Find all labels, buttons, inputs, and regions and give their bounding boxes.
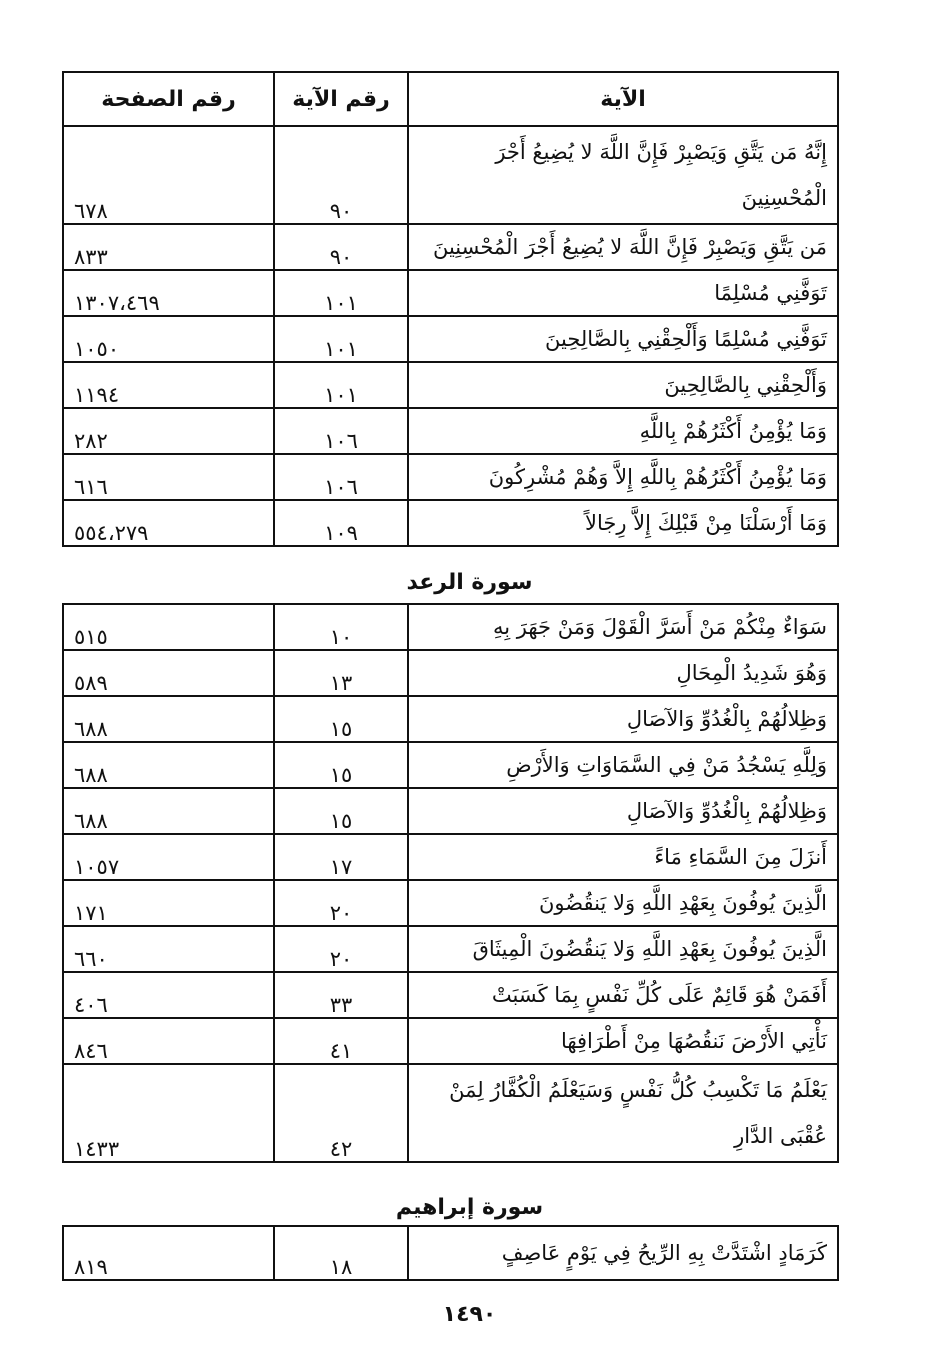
verse-cell: [408, 126, 838, 224]
index-table-1: [62, 71, 839, 547]
page-cell: ٥٨٩: [63, 650, 274, 696]
page-cell: ١٠٥٧: [63, 834, 274, 880]
ayah-cell: ٩٠: [274, 224, 408, 270]
table-row: [63, 650, 838, 696]
ayah-cell: ١٥: [274, 742, 408, 788]
page-cell: ١٤٣٣: [63, 1064, 274, 1162]
verse-cell: تَوَفَّنِي مُسْلِمًا وَأَلْحِقْنِي بِالصَّالِحِينَ: [408, 316, 838, 362]
surah-title-ibrahim: سورة إبراهيم: [395, 1195, 544, 1220]
page-cell: ٦٨٨: [63, 696, 274, 742]
page-cell: ٢٨٢: [63, 408, 274, 454]
table-row: [63, 408, 838, 454]
table-row: [63, 742, 838, 788]
surah-title-raad: سورة الرعد: [406, 570, 533, 595]
table-row: [63, 834, 838, 880]
ayah-cell: ١٠: [274, 604, 408, 650]
table-row: [63, 696, 838, 742]
table-row: [63, 126, 838, 224]
table-row: [63, 880, 838, 926]
ayah-cell: ٤٢: [274, 1064, 408, 1162]
table-header-row: [63, 72, 838, 126]
table-row: [63, 316, 838, 362]
ayah-cell: ١٠١: [274, 316, 408, 362]
ayah-cell: ٩٠: [274, 126, 408, 224]
verse-cell: سَوَاءٌ مِنْكُمْ مَنْ أَسَرَّ الْقَوْلَ وَمَنْ جَهَرَ بِهِ: [408, 604, 838, 650]
verse-cell: وَلِلَّهِ يَسْجُدُ مَنْ فِي السَّمَاوَاتِ وَالأَرْضِ: [408, 742, 838, 788]
table-row: [63, 454, 838, 500]
page-cell: ٤٠٦: [63, 972, 274, 1018]
page-cell: ٦٦٠: [63, 926, 274, 972]
table-row: [63, 500, 838, 546]
page-cell: ١٣٠٧،٤٦٩: [63, 270, 274, 316]
ayah-cell: ١٠١: [274, 362, 408, 408]
table-row: [63, 1064, 838, 1162]
ayah-cell: ١٥: [274, 788, 408, 834]
ayah-cell: ٢٠: [274, 926, 408, 972]
ayah-cell: ١٠٦: [274, 454, 408, 500]
verse-cell: الَّذِينَ يُوفُونَ بِعَهْدِ اللَّهِ وَلا يَنقُضُونَ الْمِيثَاقَ: [408, 926, 838, 972]
ayah-cell: ١٧: [274, 834, 408, 880]
verse-text: إِنَّهُ مَن يَتَّقِ وَيَصْبِرْ فَإِنَّ اللَّهَ لا يُضِيعُ أَجْرَ الْمُحْسِنِينَ: [495, 140, 827, 210]
index-table-3: [62, 1225, 839, 1281]
ayah-cell: ١٠٩: [274, 500, 408, 546]
table-row: [63, 270, 838, 316]
page-cell: ١٧١: [63, 880, 274, 926]
page-cell: ٦١٦: [63, 454, 274, 500]
table-row: [63, 1226, 838, 1280]
ayah-cell: ١٥: [274, 696, 408, 742]
page-cell: ١٠٥٠: [63, 316, 274, 362]
verse-cell: وَمَا أَرْسَلْنَا مِنْ قَبْلِكَ إِلاَّ رِجَالاً: [408, 500, 838, 546]
page-cell: ٨١٩: [63, 1226, 274, 1280]
page-cell: ٥١٥: [63, 604, 274, 650]
table-row: [63, 788, 838, 834]
header-page-number: رقم الصفحة: [63, 72, 274, 126]
ayah-cell: ١٠٦: [274, 408, 408, 454]
verse-cell: [408, 1064, 838, 1162]
header-verse: الآية: [408, 72, 838, 126]
table-row: [63, 224, 838, 270]
verse-cell: أَنزَلَ مِنَ السَّمَاءِ مَاءً: [408, 834, 838, 880]
table-row: [63, 926, 838, 972]
verse-text: يَعْلَمُ مَا تَكْسِبُ كُلُّ نَفْسٍ وَسَيَعْلَمُ الْكُفَّارُ لِمَنْ عُقْبَى الدَّارِ: [449, 1078, 827, 1148]
table-row: [63, 972, 838, 1018]
table-row: [63, 362, 838, 408]
verse-cell: وَمَا يُؤْمِنُ أَكْثَرُهُمْ بِاللَّهِ إِلاَّ وَهُمْ مُشْرِكُونَ: [408, 454, 838, 500]
page-cell: ٥٥٤،٢٧٩: [63, 500, 274, 546]
ayah-cell: ٣٣: [274, 972, 408, 1018]
verse-cell: وَظِلالُهُمْ بِالْغُدُوِّ وَالآصَالِ: [408, 788, 838, 834]
page-cell: ٦٧٨: [63, 126, 274, 224]
table-row: [63, 1018, 838, 1064]
verse-cell: وَظِلالُهُمْ بِالْغُدُوِّ وَالآصَالِ: [408, 696, 838, 742]
verse-cell: تَوَفَّنِي مُسْلِمًا: [408, 270, 838, 316]
verse-cell: نَأْتِي الأَرْضَ نَنقُصُهَا مِنْ أَطْرَافِهَا: [408, 1018, 838, 1064]
page-cell: ٨٤٦: [63, 1018, 274, 1064]
header-ayah-number: رقم الآية: [274, 72, 408, 126]
ayah-cell: ٢٠: [274, 880, 408, 926]
verse-cell: وَمَا يُؤْمِنُ أَكْثَرُهُمْ بِاللَّهِ: [408, 408, 838, 454]
verse-cell: مَن يَتَّقِ وَيَصْبِرْ فَإِنَّ اللَّهَ لا يُضِيعُ أَجْرَ الْمُحْسِنِينَ: [408, 224, 838, 270]
ayah-cell: ١٨: [274, 1226, 408, 1280]
verse-cell: كَرَمَادٍ اشْتَدَّتْ بِهِ الرِّيحُ فِي يَوْمٍ عَاصِفٍ: [408, 1226, 838, 1280]
ayah-cell: ١٠١: [274, 270, 408, 316]
ayah-cell: ١٣: [274, 650, 408, 696]
ayah-cell: ٤١: [274, 1018, 408, 1064]
index-table-2: [62, 603, 839, 1163]
page-number: ١٤٩٠: [442, 1302, 497, 1327]
verse-cell: وَأَلْحِقْنِي بِالصَّالِحِينَ: [408, 362, 838, 408]
verse-cell: أَفَمَنْ هُوَ قَائِمٌ عَلَى كُلِّ نَفْسٍ بِمَا كَسَبَتْ: [408, 972, 838, 1018]
table-row: [63, 604, 838, 650]
verse-cell: الَّذِينَ يُوفُونَ بِعَهْدِ اللَّهِ وَلا يَنقُضُونَ: [408, 880, 838, 926]
page-cell: ٨٣٣: [63, 224, 274, 270]
page-cell: ٦٨٨: [63, 742, 274, 788]
page-cell: ٦٨٨: [63, 788, 274, 834]
verse-cell: وَهُوَ شَدِيدُ الْمِحَالِ: [408, 650, 838, 696]
page-cell: ١١٩٤: [63, 362, 274, 408]
